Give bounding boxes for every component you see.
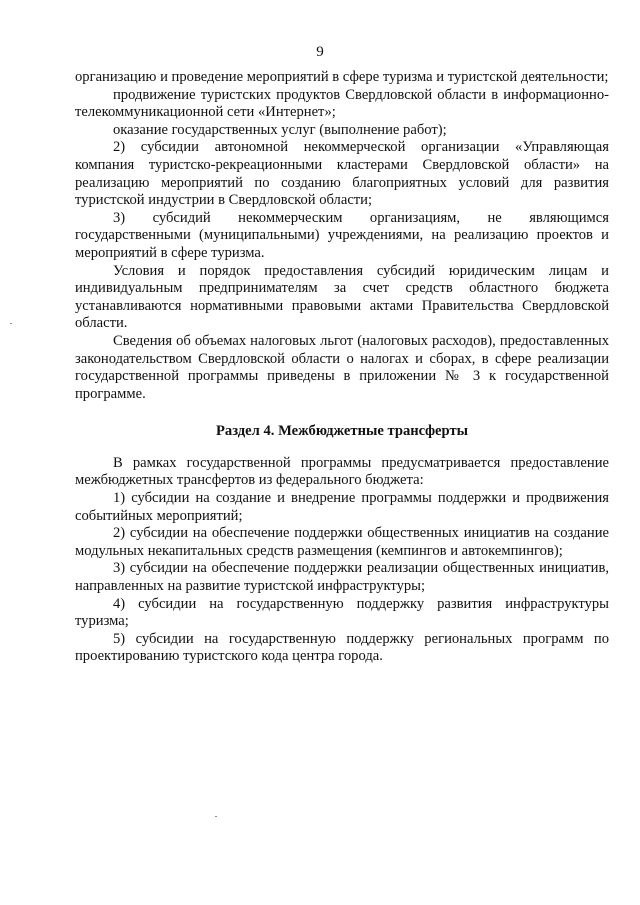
section-heading: Раздел 4. Межбюджетные трансферты (215, 423, 469, 440)
page-number: 9 (316, 44, 324, 60)
scan-speck (10, 323, 12, 324)
paragraph: Условия и порядок предоставления субсидий юридическим лицам и индивидуальным предпринимателям за счет средств областного бюджета устанавливаются нормативными правовыми актами Правительства Свердловской области. (75, 262, 609, 332)
list-item: 2) субсидии на обеспечение поддержки общественных инициатив на создание модульных некапитальных средств размещения (кемпингов и автокемпингов); (75, 525, 609, 559)
list-item: 1) субсидии на создание и внедрение программы поддержки и продвижения событийных мероприятий; (75, 490, 609, 524)
document-body (75, 69, 609, 666)
list-item: 5) субсидии на государственную поддержку региональных программ по проектированию туристского кода центра города. (75, 630, 609, 665)
paragraph: организацию и проведение мероприятий в сфере туризма и туристской деятельности; (75, 69, 609, 85)
paragraph: В рамках государственной программы предусматривается предоставление межбюджетных трансфертов из федерального бюджета: (75, 454, 609, 489)
paragraph: продвижение туристских продуктов Свердловской области в информационно-телекоммуникационной сети «Интернет»; (75, 86, 609, 121)
paragraph: оказание государственных услуг (выполнение работ); (113, 121, 447, 138)
paragraph: 3) субсидий некоммерческим организациям, не являющимся государственными (муниципальными) учреждениями, на реализацию проектов и мероприятий в сфере туризма. (75, 209, 609, 261)
list-item: 4) субсидии на государственную поддержку развития инфраструктуры туризма; (75, 595, 609, 630)
paragraph: Сведения об объемах налоговых льгот (налоговых расходов), предоставленных законодательством Свердловской области о налогах и сборах, в сфере реализации государственной программы приведены в приложении № 3 к государственной программе. (75, 332, 609, 402)
scan-speck (215, 816, 217, 817)
paragraph: 2) субсидии автономной некоммерческой организации «Управляющая компания туристско-рекреационными кластерами Свердловской области» на реализацию мероприятий по созданию благоприятных условий для развития туристской индустрии в Свердловской области; (75, 139, 609, 209)
list-item: 3) субсидии на обеспечение поддержки реализации общественных инициатив, направленных на развитие туристской инфраструктуры; (75, 560, 609, 595)
